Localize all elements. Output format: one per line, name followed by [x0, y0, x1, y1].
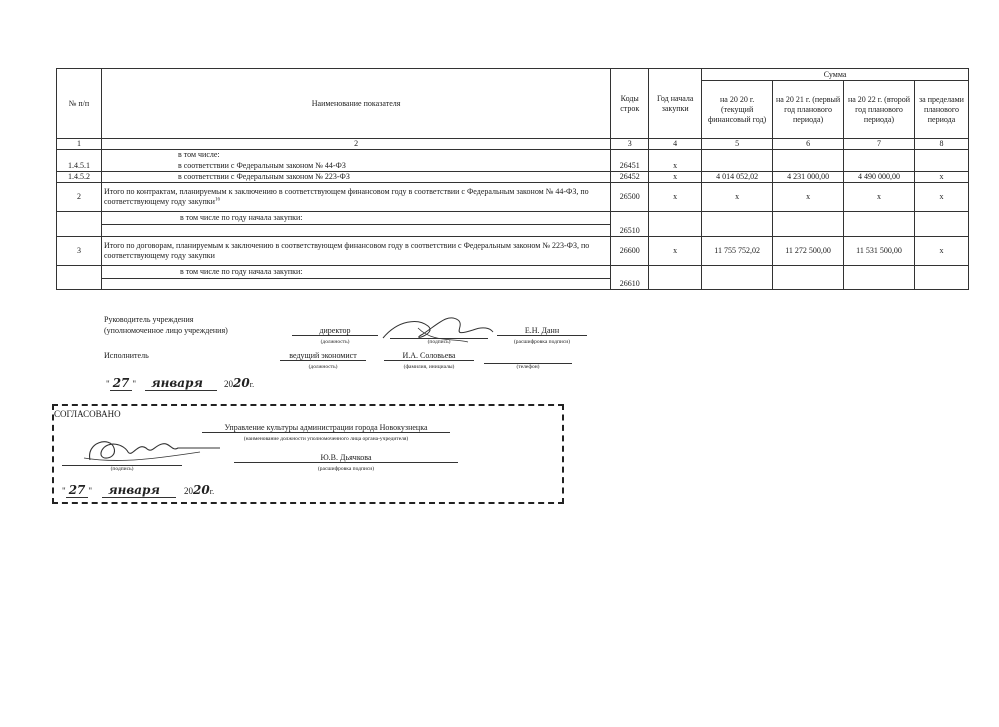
caption-sign: (подпись) [110, 466, 134, 472]
row-num: 1.4.5.2 [57, 172, 102, 183]
table-row [57, 266, 969, 290]
head-name: Е.Н. Данн [497, 326, 587, 336]
date-year: 20 [232, 376, 250, 390]
executor-label: Исполнитель [104, 351, 149, 360]
caption-phone: (телефон) [516, 364, 540, 370]
approval-date: " 27 " января 2020г. [62, 483, 215, 497]
col-number: 6 [773, 139, 844, 150]
date-year: 20 [192, 483, 210, 497]
row-code: 26452 [611, 172, 649, 183]
head-title-line2: (уполномоченное лицо учреждения) [104, 326, 228, 335]
header-sum: Сумма [702, 69, 969, 81]
row-code: 26600 [611, 237, 649, 266]
row-num: 3 [57, 237, 102, 266]
caption-fio: (фамилия, инициалы) [403, 364, 455, 370]
table-row [57, 161, 969, 172]
row-num: 2 [57, 183, 102, 212]
row-name: в том числе по году начала закупки: [101, 266, 610, 290]
row-code: 26610 [611, 266, 649, 290]
caption-position: (должность) [320, 339, 350, 345]
col-number: 7 [844, 139, 915, 150]
head-position: директор [292, 326, 378, 336]
row-code: 26510 [611, 212, 649, 237]
col-number: 4 [649, 139, 702, 150]
header-num: № п/п [57, 69, 102, 139]
table-row [57, 150, 969, 161]
row-sum-2: 4 231 000,00 [773, 172, 844, 183]
header-numbers-row [57, 139, 969, 150]
row-year: x [649, 237, 702, 266]
head-title-line1: Руководитель учреждения [104, 315, 194, 324]
plan-table [56, 68, 969, 290]
header-y3: на 20 22 г. (второй год планового периода) [844, 81, 915, 139]
col-number: 2 [101, 139, 610, 150]
row-year: x [649, 161, 702, 172]
table-row: 2 Итого по контрактам, планируемым к заключению в соответствующем финансовом году в соответствии с Федеральным законом № 44-ФЗ, по соответствующему году закупки$^{16}$ 26500 x x x x x [57, 183, 969, 212]
col-number: 5 [702, 139, 773, 150]
row-name: Итого по договорам, планируемым к заключению в соответствующем финансовом году в соответствии с Федеральным законом № 223-ФЗ, по соответствующему году закупки [101, 237, 610, 266]
header-beyond: за пределами планового периода [914, 81, 968, 139]
header-codes: Коды строк [611, 69, 649, 139]
caption-decoding: (расшифровка подписи) [513, 339, 571, 345]
date-month: января [145, 376, 217, 391]
executor-position: ведущий экономист [280, 351, 366, 361]
row-year: x [649, 172, 702, 183]
date-day: 27 [110, 376, 133, 391]
caption-signature: (подпись) [427, 339, 451, 345]
col-number: 3 [611, 139, 649, 150]
row-name: в том числе: [101, 150, 610, 161]
caption-org: (наименование должности уполномоченного лица органа-учредителя) [243, 436, 409, 442]
header-year: Год начала закупки [649, 69, 702, 139]
date-month: января [102, 483, 176, 498]
col-number: 8 [914, 139, 968, 150]
header-y1: на 20 20 г. (текущий финансовый год) [702, 81, 773, 139]
approval-name: Ю.В. Дьячкова [234, 453, 458, 463]
approval-title: СОГЛАСОВАНО [54, 409, 121, 419]
row-code: 26451 [611, 161, 649, 172]
caption-position: (должность) [308, 364, 338, 370]
date-day: 27 [66, 483, 89, 498]
approval-signature-scribble [80, 428, 230, 468]
footnote-mark: 16 [214, 197, 220, 203]
table-row [57, 212, 969, 237]
col-number: 1 [57, 139, 102, 150]
row-num: 1.4.5.1 [57, 161, 102, 172]
caption-decoding: (расшифровка подписи) [317, 466, 375, 472]
header-y2: на 20 21 г. (первый год планового периода) [773, 81, 844, 139]
row-name: в соответствии с Федеральным законом № 44-ФЗ [101, 161, 610, 172]
row-name: в том числе по году начала закупки: [101, 212, 610, 237]
row-name: в соответствии с Федеральным законом № 223-ФЗ [101, 172, 610, 183]
executor-date: " 27 " января 2020г. [106, 376, 255, 390]
approval-box [52, 404, 564, 504]
row-code: 26500 [611, 183, 649, 212]
approval-org: Управление культуры администрации города Новокузнецка [202, 423, 450, 433]
header-name: Наименование показателя [101, 69, 610, 139]
head-signature-scribble [378, 308, 498, 348]
row-sum-1: 4 014 052,02 [702, 172, 773, 183]
row-name: Итого по контрактам, планируемым к заключению в соответствующем финансовом году в соответствии с Федеральным законом № 44-ФЗ, по соответствующему году закупки$^{16}$ [101, 183, 610, 212]
row-year: x [649, 183, 702, 212]
table-row: 3 Итого по договорам, планируемым к заключению в соответствующем финансовом году в соответствии с Федеральным законом № 223-ФЗ, по соответствующему году закупки 26600 x 11 755 752,02 11 272 500,00 11 531 500,00 x [57, 237, 969, 266]
row-sum-3: 4 490 000,00 [844, 172, 915, 183]
table-row [57, 172, 969, 183]
row-sum-4: x [914, 172, 968, 183]
executor-name: И.А. Соловьева [384, 351, 474, 361]
